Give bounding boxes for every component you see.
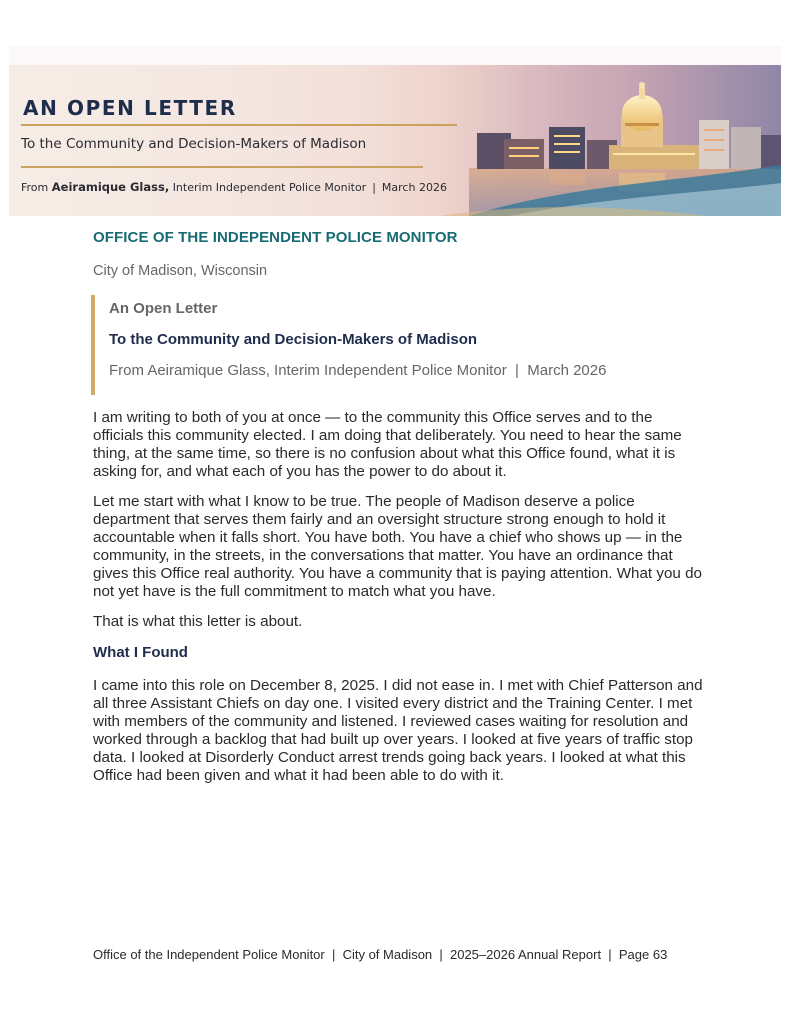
byline-role: Interim Independent Police Monitor [172, 181, 367, 194]
byline-separator: | [372, 181, 376, 194]
page-footer: Office of the Independent Police Monitor | City of Madison | 2025–2026 Annual Report | Page 63 [93, 947, 668, 962]
banner-title: AN OPEN LETTER [23, 96, 237, 120]
header-banner [9, 65, 781, 216]
paragraph: That is what this letter is about. [93, 613, 303, 630]
letter-from-line: From Aeiramique Glass, Interim Independent Police Monitor | March 2026 [109, 362, 607, 379]
quote-bar [91, 295, 95, 395]
paragraph: Let me start with what I know to be true. The people of Madison deserve a police department that serves them fairly and an oversight structure strong enough to hold it accountable when it falls short. You have both. You have a chief who shows up — in the community, in the streets, in the conversations that matter. You have an ordinance that gives this Office real authority. You have a community that is paying attention. What you do not yet have is the full commitment to match what you have. [93, 493, 702, 600]
city-subheading: City of Madison, Wisconsin [93, 263, 268, 279]
byline-prefix: From [21, 181, 49, 194]
top-strip [9, 46, 781, 65]
office-heading: OFFICE OF THE INDEPENDENT POLICE MONITOR [93, 229, 458, 246]
letter-label: An Open Letter [109, 300, 218, 317]
banner-divider [21, 166, 423, 168]
banner-divider [21, 124, 457, 126]
byline-author: Aeiramique Glass, [51, 180, 170, 194]
section-heading: What I Found [93, 644, 188, 661]
letter-audience: To the Community and Decision-Makers of Madison [109, 331, 478, 348]
banner-byline [21, 180, 447, 194]
banner-subtitle: To the Community and Decision-Makers of Madison [21, 136, 367, 152]
byline-date: March 2026 [381, 181, 447, 194]
paragraph: I am writing to both of you at once — to the community this Office serves and to the officials this community elected. I am doing that deliberately. You need to hear the same thing, at the same time, so there is no confusion about what this Office found, what it is asking for, and what each of you has the power to do about it. [93, 409, 682, 480]
paragraph: I came into this role on December 8, 2025. I did not ease in. I met with Chief Patterson and all three Assistant Chiefs on day one. I visited every district and the Training Center. I met with members of the community and listened. I reviewed cases waiting for resolution and worked through a backlog that had built up over years. I looked at five years of traffic stop data. I looked at Disorderly Conduct arrest trends going back years. I looked at what this Office had been given and what it had been able to do with it. [93, 677, 703, 784]
